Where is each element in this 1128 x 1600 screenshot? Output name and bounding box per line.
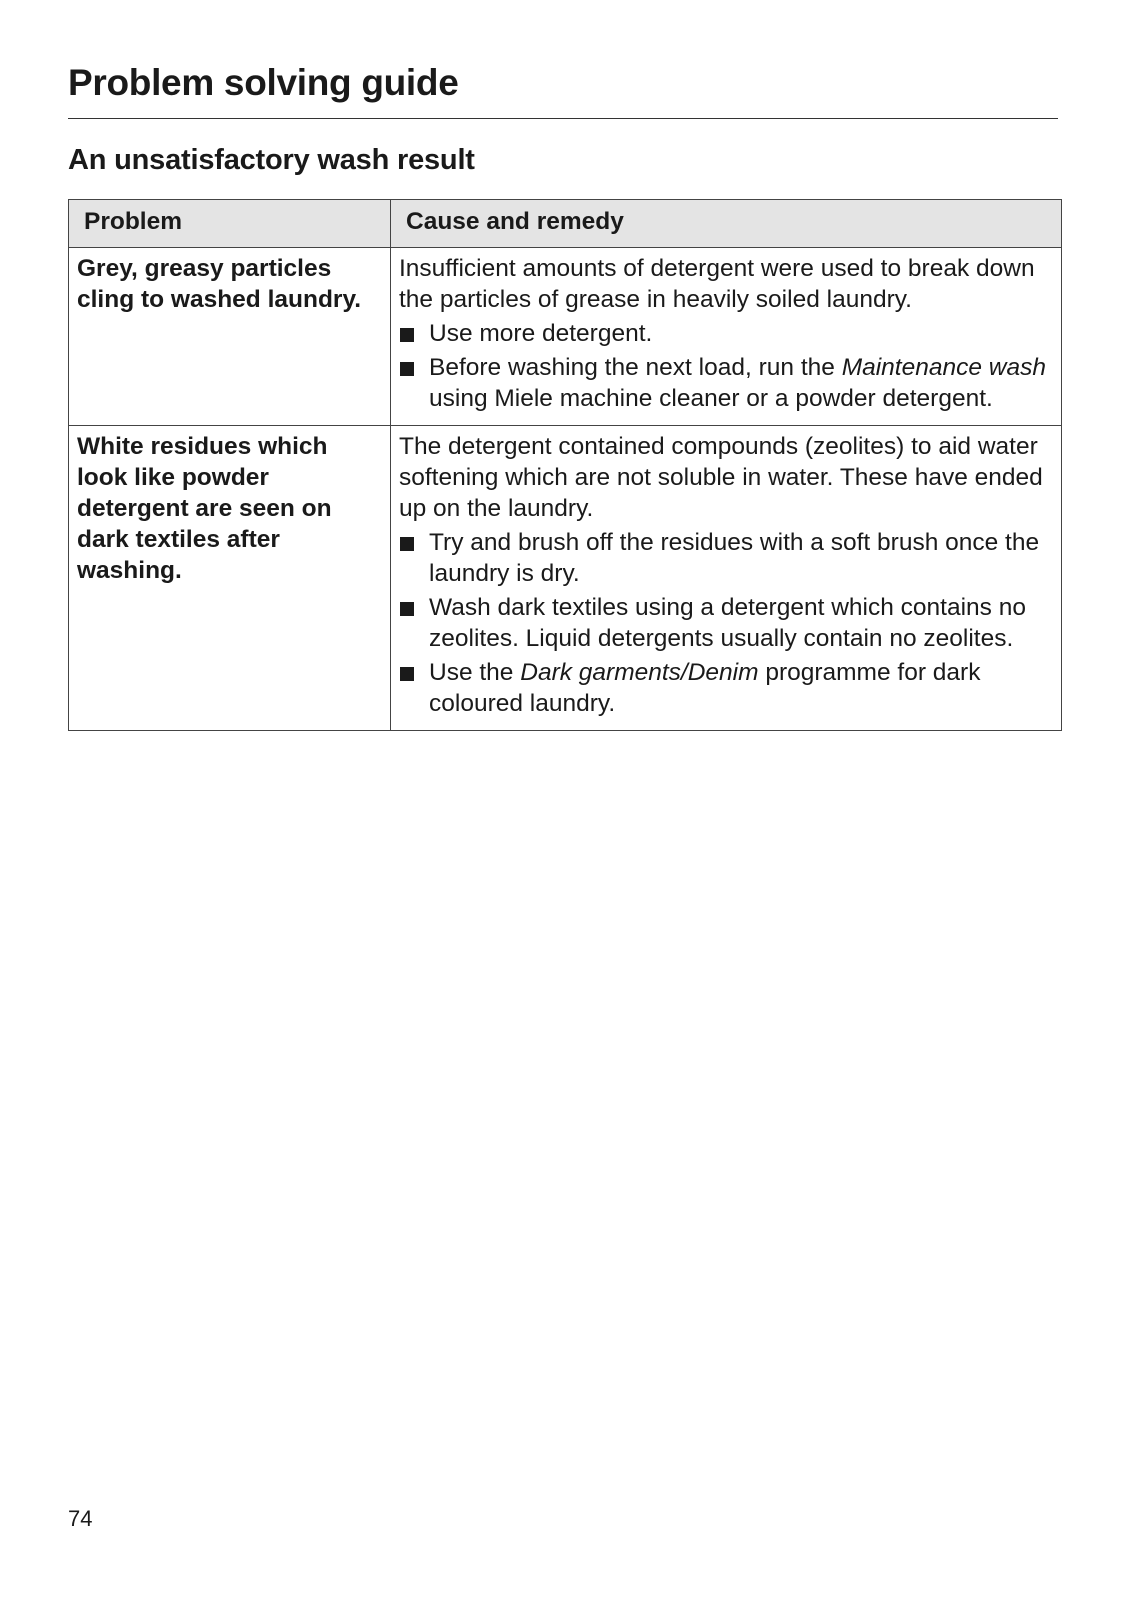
cause-remedy-cell: [391, 248, 1062, 426]
column-header-problem: Problem: [69, 200, 391, 248]
page-number: 74: [68, 1506, 93, 1531]
remedy-text: Use the Dark garments/Denim programme for dark coloured laundry.: [429, 659, 981, 717]
title-divider: [68, 118, 1058, 119]
remedy-text: Wash dark textiles using a detergent which contains no zeolites. Liquid detergents usually contain no zeolites.: [429, 594, 1026, 652]
remedy-item: [399, 352, 1053, 414]
square-bullet-icon: [400, 602, 414, 616]
remedy-list: [399, 318, 1053, 414]
problem-table: [68, 199, 1062, 731]
remedy-item: [399, 592, 1053, 654]
section-heading: An unsatisfactory wash result: [68, 144, 475, 176]
remedy-list: [399, 527, 1053, 719]
cause-text: The detergent contained compounds (zeolites) to aid water softening which are not soluble in water. These have ended up on the laundry.: [399, 433, 1043, 522]
square-bullet-icon: [400, 667, 414, 681]
remedy-item: [399, 657, 1053, 719]
square-bullet-icon: [400, 328, 414, 342]
cause-remedy-cell: [391, 426, 1062, 731]
table-row: [69, 426, 1062, 731]
problem-cell: Grey, greasy particles cling to washed laundry.: [69, 248, 391, 426]
cause-text: Insufficient amounts of detergent were used to break down the particles of grease in heavily soiled laundry.: [399, 255, 1035, 313]
remedy-item: [399, 527, 1053, 589]
table-header-row: [69, 200, 1062, 248]
page-title: Problem solving guide: [68, 62, 459, 103]
table-row: [69, 248, 1062, 426]
remedy-text: Before washing the next load, run the Maintenance wash using Miele machine cleaner or a powder detergent.: [429, 354, 1046, 412]
square-bullet-icon: [400, 362, 414, 376]
remedy-text: Use more detergent.: [429, 320, 653, 347]
problem-cell: White residues which look like powder detergent are seen on dark textiles after washing.: [69, 426, 391, 731]
remedy-text: Try and brush off the residues with a soft brush once the laundry is dry.: [429, 529, 1040, 587]
column-header-cause-remedy: Cause and remedy: [391, 200, 1062, 248]
square-bullet-icon: [400, 537, 414, 551]
remedy-item: [399, 318, 1053, 349]
